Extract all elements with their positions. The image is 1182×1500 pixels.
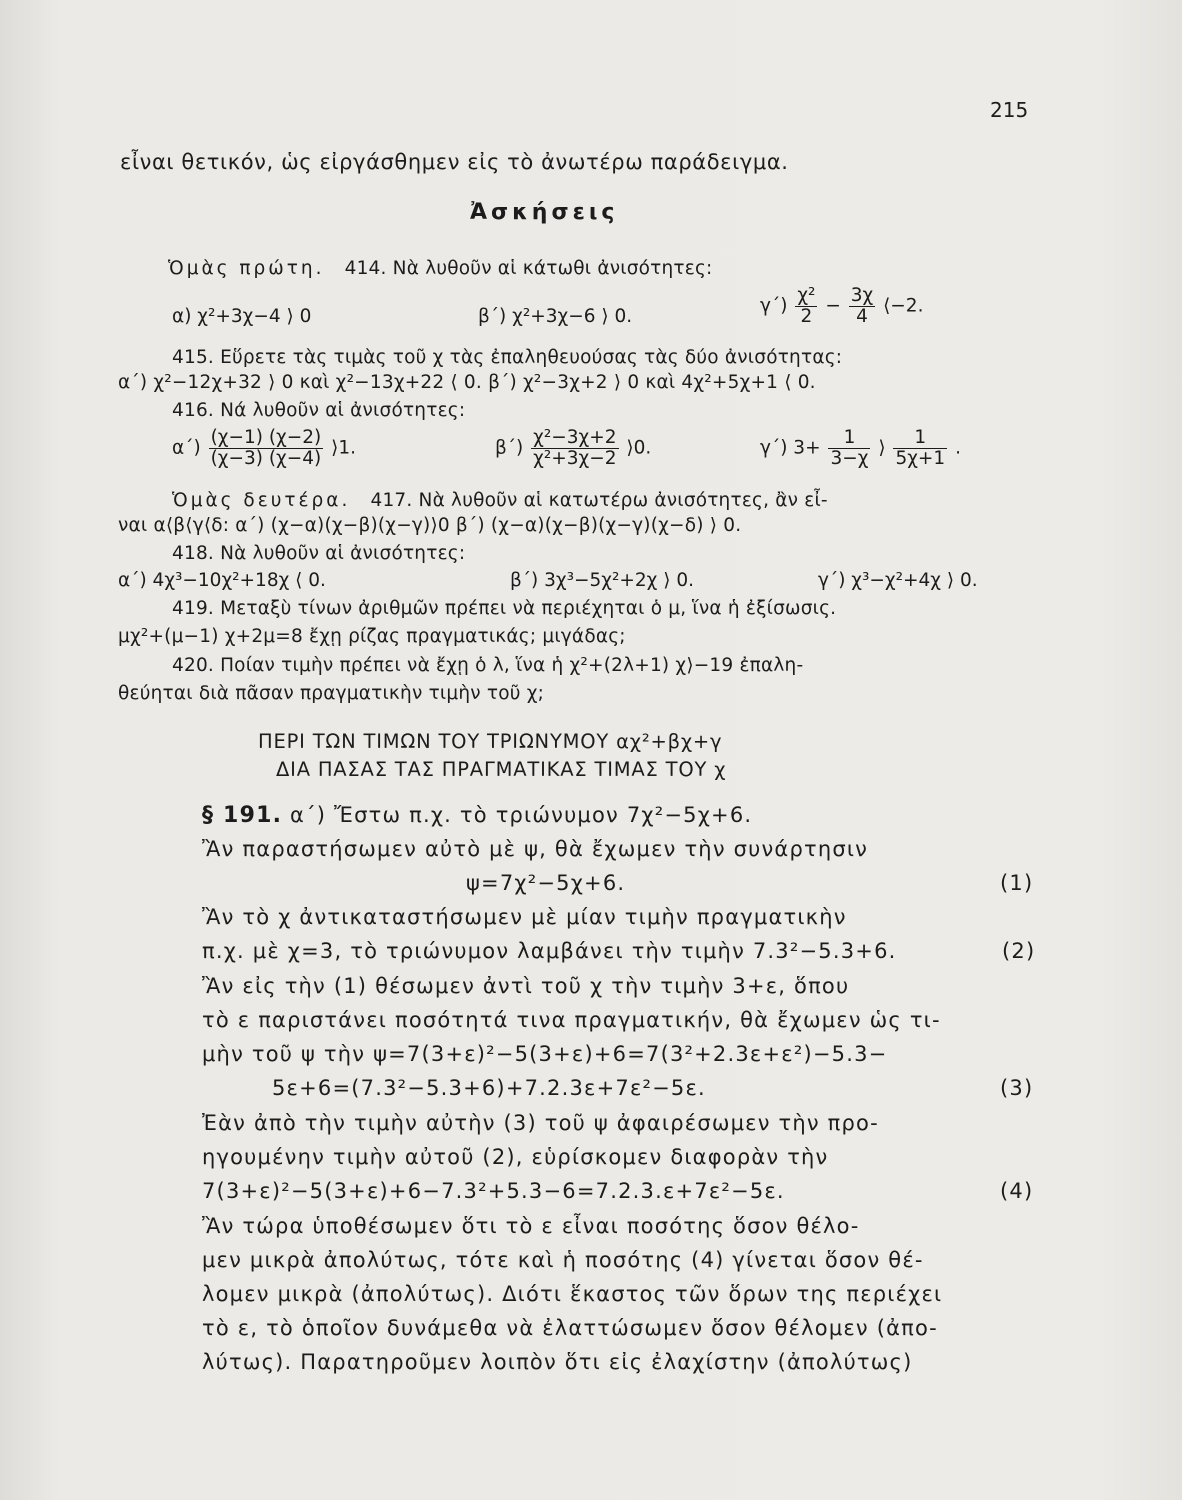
exercise-416-b-suffix: ⟩0. — [626, 437, 652, 459]
section-191-line6: Ἂν εἰς τὴν (1) θέσωμεν ἀντὶ τοῦ χ τὴν τιμὴν 3+ε, ὅπου — [202, 974, 850, 998]
intro-line: εἶναι θετικόν, ὡς εἰργάσθημεν εἰς τὸ ἀνωτέρω παράδειγμα. — [120, 150, 789, 174]
denominator: 5χ+1 — [895, 448, 946, 469]
exercise-414-c-prefix: γ΄) — [760, 295, 788, 317]
exercise-419-title: 419. Μεταξὺ τίνων ἀριθμῶν πρέπει νὰ περιέχηται ὁ μ, ἵνα ἡ ἐξίσωσις. — [172, 598, 837, 619]
section-191-text: α΄) Ἔστω π.χ. τὸ τριώνυμον 7χ²−5χ+6. — [290, 803, 753, 827]
group2-line — [172, 490, 828, 511]
exercise-418-c: γ΄) χ³−χ²+4χ ⟩ 0. — [818, 570, 978, 591]
exercise-420-body: θεύηται διὰ πᾶσαν πραγματικὴν τιμὴν τοῦ χ; — [118, 683, 545, 704]
exercise-416-c-prefix: γ΄) 3+ — [760, 437, 821, 459]
numerator: 3χ — [850, 285, 874, 306]
exercise-415-title: 415. Εὕρετε τὰς τιμὰς τοῦ χ τὰς ἐπαληθευούσας τὰς δύο ἀνισότητας: — [172, 347, 843, 368]
equation-4-tag: (4) — [1000, 1179, 1034, 1203]
exercise-418-a: α΄) 4χ³−10χ²+18χ ⟨ 0. — [118, 570, 326, 591]
fraction — [828, 428, 870, 469]
exercise-414-c — [760, 286, 923, 336]
fraction — [795, 286, 817, 327]
denominator: χ²+3χ−2 — [533, 448, 617, 469]
equation-4: 7(3+ε)²−5(3+ε)+6−7.3²+5.3−6=7.2.3.ε+7ε²−5ε. — [202, 1179, 785, 1203]
exercise-416-a-prefix: α΄) — [172, 437, 201, 459]
exercise-416-c-suffix: . — [955, 437, 961, 459]
exercises-heading: Ἀσκήσεις — [470, 200, 619, 225]
numerator: (χ−1) (χ−2) — [210, 427, 322, 448]
fraction — [893, 428, 947, 469]
denominator: (χ−3) (χ−4) — [210, 448, 322, 469]
numerator: χ² — [797, 285, 816, 306]
denominator: 4 — [856, 306, 868, 327]
exercise-414-a: α) χ²+3χ−4 ⟩ 0 — [172, 306, 312, 327]
fraction — [209, 428, 324, 469]
section-title-line2: ΔΙΑ ΠΑΣΑΣ ΤΑΣ ΠΡΑΓΜΑΤΙΚΑΣ ΤΙΜΑΣ ΤΟΥ χ — [276, 758, 727, 781]
equation-1: ψ=7χ²−5χ+6. — [466, 871, 626, 895]
denominator: 2 — [800, 306, 813, 327]
fraction — [531, 428, 618, 469]
exercise-418-title: 418. Νὰ λυθοῦν αἱ ἀνισότητες: — [172, 543, 466, 564]
fraction — [849, 286, 875, 327]
equation-3: 5ε+6=(7.3²−5.3+6)+7.2.3ε+7ε²−5ε. — [272, 1076, 706, 1100]
section-191-line1 — [202, 803, 752, 828]
group1-label: Ὁμὰς πρώτη. — [168, 258, 325, 279]
section-191-line17: λύτως). Παρατηροῦμεν λοιπὸν ὅτι εἰς ἐλαχίστην (ἀπολύτως) — [202, 1350, 913, 1374]
section-191-line16: τὸ ε, τὸ ὁποῖον δυνάμεθα νὰ ἐλαττώσωμεν ὅσον θέλομεν (ἀπο- — [202, 1316, 938, 1340]
section-191-line7: τὸ ε παριστάνει ποσότητά τινα πραγματικήν, θὰ ἔχωμεν ὡς τι- — [202, 1008, 941, 1032]
section-number: § 191. — [202, 803, 283, 828]
numerator: χ²−3χ+2 — [533, 427, 617, 448]
exercise-416-title: 416. Νά λυθοῦν αἱ ἀνισότητες: — [172, 400, 466, 421]
section-191-line15: λομεν μικρὰ (ἀπολύτως). Διότι ἕκαστος τῶν ὅρων της περιέχει — [202, 1282, 943, 1306]
exercise-414-title: 414. Νὰ λυθοῦν αἱ κάτωθι ἀνισότητες: — [344, 258, 713, 279]
denominator: 3−χ — [830, 448, 869, 469]
section-191-line4: Ἂν τὸ χ ἀντικαταστήσωμεν μὲ μίαν τιμὴν πραγματικὴν — [202, 905, 847, 929]
exercise-420-title: 420. Ποίαν τιμὴν πρέπει νὰ ἔχῃ ὁ λ, ἵνα ἡ χ²+(2λ+1) χ⟩−19 ἐπαλη- — [172, 655, 804, 676]
group1-line — [168, 258, 712, 279]
exercise-419-body: μχ²+(μ−1) χ+2μ=8 ἔχῃ ρίζας πραγματικάς; μιγάδας; — [118, 626, 626, 647]
equation-1-tag: (1) — [1000, 871, 1034, 895]
exercise-415-body: α΄) χ²−12χ+32 ⟩ 0 καὶ χ²−13χ+22 ⟨ 0. β΄) χ²−3χ+2 ⟩ 0 καὶ 4χ²+5χ+1 ⟨ 0. — [118, 372, 816, 393]
section-191-line14: μεν μικρὰ ἀπολύτως, τότε καὶ ἡ ποσότης (4) γίνεται ὅσον θέ- — [202, 1248, 924, 1272]
equation-2-tag: (2) — [1002, 939, 1036, 963]
group2-label: Ὁμὰς δευτέρα. — [172, 490, 351, 511]
minus-sign: − — [825, 295, 841, 317]
exercise-416-b — [495, 428, 651, 469]
greater-than-sign: ⟩ — [878, 437, 886, 459]
exercise-416-c — [760, 428, 961, 469]
exercise-417-title: 417. Νὰ λυθοῦν αἱ κατωτέρω ἀνισότητες, ἂν εἶ- — [370, 490, 828, 511]
exercise-416-a-suffix: ⟩1. — [331, 437, 356, 459]
equation-3-tag: (3) — [1000, 1076, 1034, 1100]
section-191-line2: Ἂν παραστήσωμεν αὐτὸ μὲ ψ, θὰ ἔχωμεν τὴν συνάρτησιν — [202, 837, 869, 861]
exercise-418-b: β΄) 3χ³−5χ²+2χ ⟩ 0. — [510, 570, 694, 591]
exercise-416-b-prefix: β΄) — [495, 437, 524, 459]
section-191-line5: π.χ. μὲ χ=3, τὸ τριώνυμον λαμβάνει τὴν τιμὴν 7.3²−5.3+6. — [202, 939, 897, 963]
section-191-line10: Ἐὰν ἀπὸ τὴν τιμὴν αὐτὴν (3) τοῦ ψ ἀφαιρέσωμεν τὴν προ- — [202, 1111, 879, 1135]
exercise-414-c-suffix: ⟨−2. — [883, 295, 924, 317]
section-191-line11: ηγουμένην τιμὴν αὐτοῦ (2), εὑρίσκομεν διαφορὰν τὴν — [202, 1145, 829, 1169]
section-title-line1: ΠΕΡΙ ΤΩΝ ΤΙΜΩΝ ΤΟΥ ΤΡΙΩΝΥΜΟΥ αχ²+βχ+γ — [258, 730, 723, 753]
page-number: 215 — [990, 98, 1029, 122]
exercise-416-a — [172, 428, 356, 469]
numerator: 1 — [893, 428, 947, 449]
exercise-414-b: β΄) χ²+3χ−6 ⟩ 0. — [478, 306, 633, 327]
exercise-417-body: ναι α⟨β⟨γ⟨δ: α΄) (χ−α)(χ−β)(χ−γ)⟩0 β΄) (χ−α)(χ−β)(χ−γ)(χ−δ) ⟩ 0. — [118, 515, 742, 536]
section-191-line13: Ἂν τώρα ὑποθέσωμεν ὅτι τὸ ε εἶναι ποσότης ὅσον θέλο- — [202, 1214, 860, 1238]
section-191-line8: μὴν τοῦ ψ τὴν ψ=7(3+ε)²−5(3+ε)+6=7(3²+2.3ε+ε²)−5.3− — [202, 1042, 888, 1066]
numerator: 1 — [828, 428, 870, 449]
